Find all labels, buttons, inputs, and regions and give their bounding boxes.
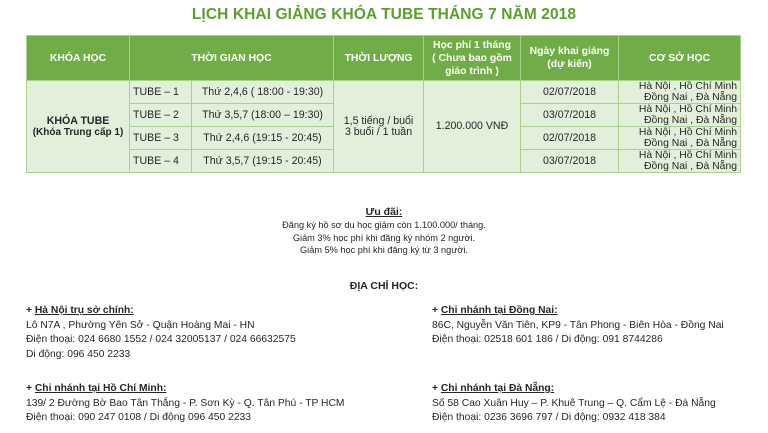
address-name: Chi nhánh tại Đà Nẵng: xyxy=(440,383,555,394)
address-phone: Điện thoại: 0236 3696 797 / Di động: 0932 418 384 xyxy=(432,412,666,423)
address-dongnai xyxy=(432,304,724,348)
campus-line2: Đồng Nai , Đà Nẵng xyxy=(644,161,738,172)
campus-line2: Đồng Nai , Đà Nẵng xyxy=(644,92,738,103)
campus-line2: Đồng Nai , Đà Nẵng xyxy=(644,115,738,126)
header-date-line2: (dự kiến) xyxy=(547,59,592,70)
address-line: Số 58 Cao Xuân Huy – P. Khuê Trung – Q. Cẩm Lệ - Đà Nẵng xyxy=(432,397,716,409)
promotion-section xyxy=(0,206,768,257)
header-fee-line3: giáo trình ) xyxy=(445,65,499,77)
address-danang xyxy=(432,382,716,426)
header-fee xyxy=(424,36,521,81)
promotion-heading: Ưu đãi: xyxy=(365,206,403,218)
promotion-line: Đăng ký hồ sơ du học giảm còn 1.100.000/ tháng. xyxy=(282,220,486,230)
course-name: KHÓA TUBE xyxy=(46,114,110,127)
table-row xyxy=(27,81,741,104)
date-cell: 02/07/2018 xyxy=(521,81,619,104)
campus-line1: Hà Nội , Hồ Chí Minh xyxy=(638,104,738,115)
address-line: 86C, Nguyễn Văn Tiên, KP9 - Tân Phong - Biên Hòa - Đồng Nai xyxy=(432,319,724,331)
address-phone: Điện thoại: 024 6680 1552 / 024 32005137 / 024 66632575 xyxy=(26,334,296,345)
duration-line1: 1,5 tiếng / buổi xyxy=(343,114,414,127)
fee-cell: 1.200.000 VNĐ xyxy=(424,81,521,173)
campus-line2: Đồng Nai , Đà Nẵng xyxy=(644,138,738,149)
campus-cell xyxy=(619,104,741,127)
campus-line1: Hà Nội , Hồ Chí Minh xyxy=(638,150,738,161)
date-cell: 03/07/2018 xyxy=(521,104,619,127)
address-phone: Điện thoại: 090 247 0108 / Di động 096 450 2233 xyxy=(26,412,251,423)
address-mobile: Di động: 096 450 2233 xyxy=(26,348,131,360)
tube-cell: TUBE – 1 xyxy=(130,81,192,104)
date-cell: 03/07/2018 xyxy=(521,150,619,173)
campus-line1: Hà Nội , Hồ Chí Minh xyxy=(638,127,738,138)
time-cell: Thứ 2,4,6 (19:15 - 20:45) xyxy=(192,127,334,150)
address-title: ĐỊA CHỈ HỌC: xyxy=(349,280,419,292)
campus-cell xyxy=(619,127,741,150)
address-heading: + Hà Nội trụ sở chính: xyxy=(26,305,134,316)
address-heading: + Chi nhánh tại Đồng Nai: xyxy=(432,305,558,316)
tube-cell: TUBE – 3 xyxy=(130,127,192,150)
header-time: THỜI GIAN HỌC xyxy=(130,36,334,81)
table-header-row xyxy=(27,36,741,81)
promotion-line: Giảm 5% học phí khi đăng ký từ 3 người. xyxy=(300,245,468,255)
address-name: Hà Nội trụ sở chính: xyxy=(34,305,134,316)
date-cell: 02/07/2018 xyxy=(521,127,619,150)
duration-line2: 3 buổi / 1 tuần xyxy=(344,125,413,138)
header-course: KHÓA HỌC xyxy=(27,36,130,81)
course-subtitle: (Khóa Trung cấp 1) xyxy=(32,126,124,138)
address-hanoi xyxy=(26,304,296,362)
tube-cell: TUBE – 2 xyxy=(130,104,192,127)
address-line: Lô N7A , Phường Yên Sở - Quận Hoàng Mai - HN xyxy=(26,319,255,331)
time-cell: Thứ 2,4,6 ( 18:00 - 19:30) xyxy=(192,81,334,104)
address-name: Chi nhánh tại Hồ Chí Minh: xyxy=(34,383,167,394)
course-cell xyxy=(27,81,130,173)
header-date-line1: Ngày khai giảng xyxy=(529,46,610,57)
address-line: 139/ 2 Đường Bờ Bao Tân Thắng - P. Sơn Kỳ - Q. Tân Phú - TP HCM xyxy=(26,397,345,409)
time-cell: Thứ 3,5,7 (18:00 – 19:30) xyxy=(192,104,334,127)
campus-line1: Hà Nội , Hồ Chí Minh xyxy=(638,81,738,92)
time-cell: Thứ 3,5,7 (19:15 - 20:45) xyxy=(192,150,334,173)
header-campus: CƠ SỞ HỌC xyxy=(619,36,741,81)
campus-cell xyxy=(619,150,741,173)
address-heading: + Chi nhánh tại Hồ Chí Minh: xyxy=(26,383,167,394)
promotion-line: Giảm 3% học phí khi đăng ký nhóm 2 người. xyxy=(292,232,476,243)
schedule-table xyxy=(26,35,741,173)
address-name: Chi nhánh tại Đồng Nai: xyxy=(440,305,558,316)
address-phone: Điện thoại: 02518 601 186 / Di động: 091 8744286 xyxy=(432,334,663,345)
header-duration: THỜI LƯỢNG xyxy=(334,36,424,81)
duration-cell xyxy=(334,81,424,173)
address-heading: + Chi nhánh tại Đà Nẵng: xyxy=(432,383,555,394)
campus-cell xyxy=(619,81,741,104)
header-start-date xyxy=(521,36,619,81)
tube-cell: TUBE – 4 xyxy=(130,150,192,173)
header-fee-line2: ( Chưa bao gồm xyxy=(432,52,512,64)
header-fee-line1: Học phí 1 tháng xyxy=(433,39,511,51)
address-hcm xyxy=(26,382,344,426)
page-title: LỊCH KHAI GIẢNG KHÓA TUBE THÁNG 7 NĂM 2018 xyxy=(191,6,577,23)
